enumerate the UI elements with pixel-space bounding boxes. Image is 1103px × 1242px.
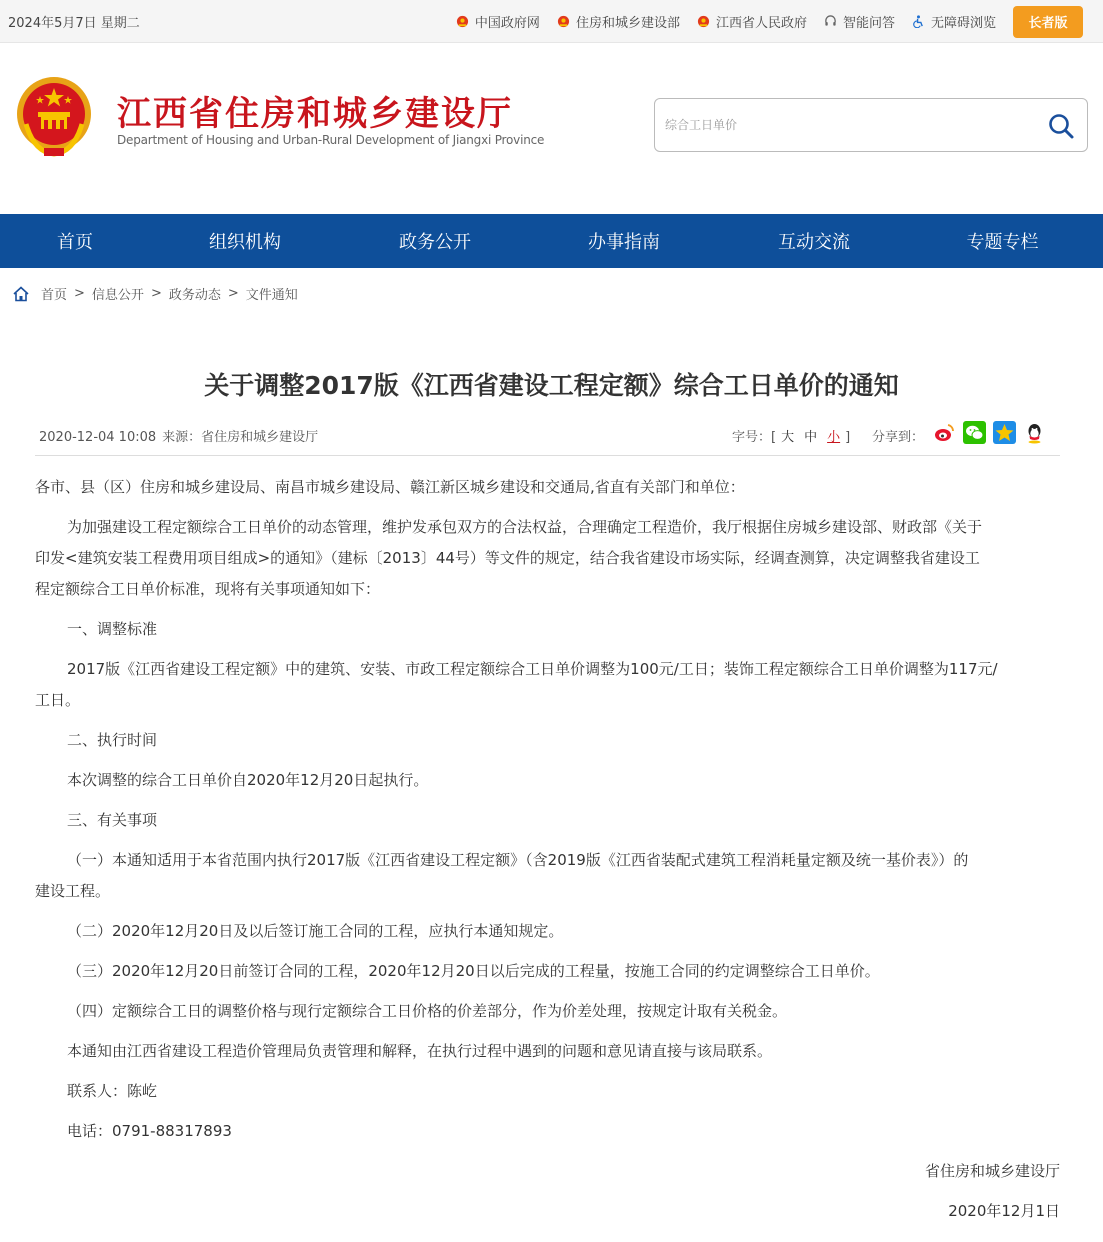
- top-links: [456, 0, 1103, 43]
- salutation: 各市、县（区）住房和城乡建设局、南昌市城乡建设局、赣江新区城乡建设和交通局,省直有关部门和单位：: [35, 478, 745, 496]
- link-gov-cn[interactable]: [456, 12, 540, 31]
- item-1-line-2: 建设工程。: [35, 882, 111, 900]
- top-utility-bar: [0, 0, 1103, 43]
- breadcrumb-separator: >: [74, 286, 85, 301]
- emblem-icon: [697, 15, 710, 28]
- link-accessibility-label: 无障碍浏览: [930, 16, 996, 31]
- link-smart-qa[interactable]: [824, 12, 895, 31]
- paragraph-1-line-2: 印发<建筑安装工程费用项目组成>的通知》（建标〔2013〕44号）等文件的规定，结合我省建设市场实际，经调查测算，决定调整我省建设工: [35, 549, 980, 567]
- font-size-large[interactable]: 大: [781, 430, 795, 445]
- nav-government-affairs[interactable]: 政务公开: [399, 232, 471, 253]
- font-size-end: ]: [845, 430, 851, 445]
- section-2-text: 本次调整的综合工日单价自2020年12月20日起执行。: [67, 771, 429, 789]
- breadcrumb-separator: >: [150, 286, 162, 301]
- search-box: [654, 98, 1088, 152]
- article-title: 关于调整2017版《江西省建设工程定额》综合工日单价的通知: [204, 371, 899, 400]
- breadcrumb-separator: >: [227, 286, 239, 301]
- contact-person: 联系人：陈屹: [67, 1082, 158, 1100]
- article-divider: [35, 455, 1060, 456]
- nav-organization[interactable]: 组织机构: [209, 232, 281, 253]
- article-date: 2020-12-04 10:08: [39, 430, 157, 445]
- search-icon[interactable]: [1047, 112, 1075, 140]
- nav-home[interactable]: 首页: [57, 232, 93, 253]
- paragraph-1-line-3: 程定额综合工日单价标准，现将有关事项通知如下：: [35, 580, 381, 598]
- closing-paragraph: 本通知由江西省建设工程造价管理局负责管理和解释，在执行过程中遇到的问题和意见请直接与该局联系。: [67, 1042, 773, 1060]
- section-1-heading: 一、调整标准: [67, 620, 158, 638]
- nav-interaction[interactable]: 互动交流: [778, 232, 850, 253]
- section-2-heading: 二、执行时间: [67, 731, 158, 749]
- contact-phone: 电话：0791-88317893: [67, 1122, 232, 1140]
- item-4: （四）定额综合工日的调整价格与现行定额综合工日价格的价差部分，作为价差处理，按规定计取有关税金。: [67, 1002, 788, 1020]
- font-size-label: 字号：[: [732, 430, 777, 445]
- link-accessibility[interactable]: [912, 12, 996, 31]
- wechat-icon[interactable]: [963, 421, 986, 444]
- accessibility-icon: [912, 15, 925, 28]
- signature-org: 省住房和城乡建设厅: [924, 1162, 1060, 1180]
- search-input[interactable]: [665, 113, 1025, 137]
- item-2: （二）2020年12月20日及以后签订施工合同的工程，应执行本通知规定。: [67, 922, 564, 940]
- link-jiangxi-gov-label: 江西省人民政府: [715, 16, 807, 31]
- emblem-icon: [557, 15, 570, 28]
- headset-icon: [824, 15, 837, 28]
- main-nav: [0, 214, 1103, 268]
- link-mohurd-label: 住房和城乡建设部: [575, 16, 680, 31]
- section-3-heading: 三、有关事项: [67, 811, 158, 829]
- share-label: 分享到：: [872, 430, 925, 445]
- national-emblem-logo: [14, 74, 94, 160]
- emblem-icon: [456, 15, 469, 28]
- font-size-medium[interactable]: 中: [804, 430, 818, 445]
- nav-special-topics[interactable]: 专题专栏: [966, 232, 1039, 253]
- nav-service-guide[interactable]: 办事指南: [588, 232, 660, 253]
- site-subtitle: Department of Housing and Urban-Rural Development of Jiangxi Province: [117, 133, 545, 147]
- home-icon: [12, 285, 30, 303]
- section-1-line-2: 工日。: [35, 691, 81, 709]
- breadcrumb-file-notice[interactable]: 文件通知: [245, 288, 298, 303]
- section-1-line-1: 2017版《江西省建设工程定额》中的建筑、安装、市政工程定额综合工日单价调整为100元/工日；装饰工程定额综合工日单价调整为117元/: [67, 660, 998, 678]
- link-jiangxi-gov[interactable]: [697, 12, 807, 31]
- article-meta: [39, 426, 318, 445]
- breadcrumb: [12, 284, 298, 303]
- share-icons: [933, 421, 1053, 444]
- elder-version-button[interactable]: 长者版: [1013, 6, 1083, 38]
- item-1-line-1: （一）本通知适用于本省范围内执行2017版《江西省建设工程定额》（含2019版《江西省装配式建筑工程消耗量定额及统一基价表》）的: [67, 851, 969, 869]
- qq-icon[interactable]: [1023, 421, 1046, 444]
- font-size-small[interactable]: 小: [827, 430, 841, 445]
- breadcrumb-home[interactable]: 首页: [41, 288, 68, 303]
- site-title: 江西省住房和城乡建设厅: [117, 94, 513, 134]
- signature-date: 2020年12月1日: [948, 1202, 1060, 1220]
- item-3: （三）2020年12月20日前签订合同的工程，2020年12月20日以后完成的工程量，按施工合同的约定调整综合工日单价。: [67, 962, 880, 980]
- current-date: 2024年5月7日 星期二: [8, 16, 140, 31]
- link-smart-qa-label: 智能问答: [842, 16, 895, 31]
- font-size-selector: [732, 426, 850, 445]
- weibo-icon[interactable]: [933, 421, 956, 444]
- paragraph-1-line-1: 为加强建设工程定额综合工日单价的动态管理，维护发承包双方的合法权益，合理确定工程造价，我厅根据住房城乡建设部、财政部《关于: [67, 518, 983, 536]
- link-gov-cn-label: 中国政府网: [474, 16, 540, 31]
- breadcrumb-gov-news[interactable]: 政务动态: [168, 288, 221, 303]
- breadcrumb-info-public[interactable]: 信息公开: [91, 288, 144, 303]
- article-source: 来源：省住房和城乡建设厅: [162, 430, 319, 445]
- link-mohurd[interactable]: [557, 12, 680, 31]
- qzone-icon[interactable]: [993, 421, 1016, 444]
